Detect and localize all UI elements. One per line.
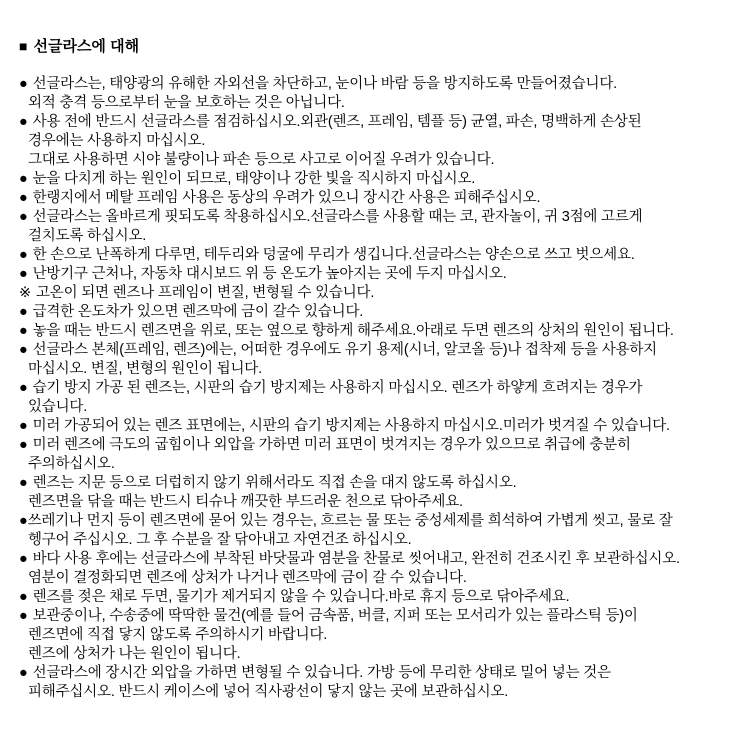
bullet-icon: ● [19, 437, 28, 453]
bullet-icon: ※ [19, 285, 31, 301]
instruction-text: 사용 전에 반드시 선글라스를 점검하십시오.외관(렌즈, 프레임, 템플 등) 균열, 파손, 명백하게 손상된 [32, 114, 642, 130]
instruction-item [19, 512, 748, 550]
instruction-text: 그대로 사용하면 시야 불량이나 파손 등으로 사고로 이어질 우려가 있습니다. [28, 152, 495, 168]
instruction-item [19, 265, 748, 284]
instruction-text: 습기 방지 가공 된 렌즈는, 시판의 습기 방지제는 사용하지 마십시오. 렌즈가 하얗게 흐려지는 경우가 [32, 380, 643, 396]
instruction-text: 놓을 때는 반드시 렌즈면을 위로, 또는 옆으로 향하게 해주세요.아래로 두면 렌즈의 상처의 원인이 됩니다. [32, 323, 674, 339]
instruction-item [19, 113, 748, 170]
instruction-text: 쓰레기나 먼지 등이 렌즈면에 묻어 있는 경우는, 흐르는 물 또는 중성세제를 희석하여 가볍게 씻고, 물로 잘 [27, 513, 673, 529]
instruction-text: 선글라스는 올바르게 핏되도록 착용하십시오.선글라스를 사용할 때는 코, 관자놀이, 귀 3점에 고르게 [32, 209, 643, 225]
bullet-icon: ● [19, 114, 28, 130]
instruction-text: 한랭지에서 메탈 프레임 사용은 동상의 우려가 있으니 장시간 사용은 피해주십시오. [32, 190, 541, 206]
instruction-item [19, 379, 748, 417]
bullet-icon: ● [19, 380, 28, 396]
bullet-icon: ● [19, 209, 28, 225]
instruction-item [19, 607, 748, 664]
instruction-item [19, 436, 748, 474]
instruction-item [19, 341, 748, 379]
instruction-text: 미러 가공되어 있는 렌즈 표면에는, 시판의 습기 방지제는 사용하지 마십시오.미러가 벗겨질 수 있습니다. [32, 418, 670, 434]
instruction-item [19, 550, 748, 588]
instruction-text: 난방기구 근처나, 자동차 대시보드 위 등 온도가 높아지는 곳에 두지 마십시오. [32, 266, 507, 282]
instruction-text: 고온이 되면 렌즈나 프레임이 변질, 변형될 수 있습니다. [35, 285, 375, 301]
bullet-icon: ● [19, 266, 28, 282]
instruction-text: 눈을 다치게 하는 원인이 되므로, 태양이나 강한 빛을 직시하지 마십시오. [32, 171, 476, 187]
bullet-icon: ● [19, 589, 28, 605]
instruction-item [19, 664, 748, 702]
instruction-text: 경우에는 사용하지 마십시오. [28, 133, 206, 149]
bullet-icon: ● [19, 304, 28, 320]
instruction-text: 외적 충격 등으로부터 눈을 보호하는 것은 아닙니다. [28, 95, 345, 111]
bullet-icon: ● [19, 342, 28, 358]
instruction-text: 한 손으로 난폭하게 다루면, 테두리와 덩굴에 무리가 생깁니다.선글라스는 양손으로 쓰고 벗으세요. [32, 247, 635, 263]
instruction-text: 주의하십시오. [28, 456, 115, 472]
instruction-text: 선글라스는, 태양광의 유해한 자외선을 차단하고, 눈이나 바람 등을 방지하도록 만들어졌습니다. [32, 76, 617, 92]
instruction-item [19, 284, 748, 303]
instruction-text: 바다 사용 후에는 선글라스에 부착된 바닷물과 염분을 찬물로 씻어내고, 완전히 건조시킨 후 보관하십시오. [32, 551, 680, 567]
instruction-item [19, 75, 748, 113]
instruction-item [19, 303, 748, 322]
instruction-text: 선글라스에 장시간 외압을 가하면 변형될 수 있습니다. 가방 등에 무리한 상태로 밀어 넣는 것은 [32, 665, 611, 681]
instruction-text: 렌즈를 젖은 채로 두면, 물기가 제거되지 않을 수 있습니다.바로 휴지 등으로 닦아주세요. [32, 589, 570, 605]
instruction-text: 헹구어 주십시오. 그 후 수분을 잘 닦아내고 자연건조 하십시오. [28, 532, 412, 548]
section-header [19, 37, 748, 56]
instruction-text: 피해주십시오. 반드시 케이스에 넣어 직사광선이 닿지 않는 곳에 보관하십시오. [28, 684, 509, 700]
instruction-text: 걸치도록 하십시오. [28, 228, 147, 244]
instruction-text: 급격한 온도차가 있으면 렌즈막에 금이 갈수 있습니다. [32, 304, 364, 320]
bullet-icon: ● [19, 190, 28, 206]
instruction-text: 렌즈는 지문 등으로 더럽히지 않기 위해서라도 직접 손을 대지 않도록 하십시오. [32, 475, 517, 491]
bullet-icon: ● [19, 513, 28, 529]
instruction-item [19, 474, 748, 512]
instruction-item [19, 417, 748, 436]
bullet-icon: ● [19, 551, 28, 567]
instruction-item [19, 246, 748, 265]
black-square-icon: ■ [19, 38, 28, 54]
bullet-icon: ● [19, 76, 28, 92]
instruction-text: 렌즈에 상처가 나는 원인이 됩니다. [28, 646, 241, 662]
instruction-text: 미러 렌즈에 극도의 굽힘이나 외압을 가하면 미러 표면이 벗겨지는 경우가 있으므로 취급에 충분히 [32, 437, 631, 453]
instruction-text: 렌즈면에 직접 닿지 않도록 주의하시기 바랍니다. [28, 627, 328, 643]
instruction-item [19, 322, 748, 341]
instruction-item [19, 170, 748, 189]
bullet-icon: ● [19, 608, 28, 624]
instruction-item [19, 208, 748, 246]
instruction-item [19, 588, 748, 607]
instruction-item [19, 189, 748, 208]
page-title: 선글라스에 대해 [33, 38, 140, 55]
bullet-icon: ● [19, 171, 28, 187]
instruction-text: 보관중이나, 수송중에 딱딱한 물건(예를 들어 금속품, 버클, 지퍼 또는 모서리가 있는 플라스틱 등)이 [32, 608, 638, 624]
instruction-text: 렌즈면을 닦을 때는 반드시 티슈나 깨끗한 부드러운 천으로 닦아주세요. [28, 494, 463, 510]
instruction-text: 선글라스 본체(프레임, 렌즈)에는, 어떠한 경우에도 유기 용제(시너, 알코올 등)나 접착제 등을 사용하지 [32, 342, 657, 358]
bullet-icon: ● [19, 418, 28, 434]
instruction-text: 있습니다. [28, 399, 88, 415]
bullet-icon: ● [19, 665, 28, 681]
bullet-icon: ● [19, 247, 28, 263]
bullet-icon: ● [19, 323, 28, 339]
bullet-icon: ● [19, 475, 28, 491]
instruction-text: 염분이 결정화되면 렌즈에 상처가 나거나 렌즈막에 금이 갈 수 있습니다. [28, 570, 467, 586]
instruction-list [19, 75, 748, 702]
instruction-text: 마십시오. 변질, 변형의 원인이 됩니다. [28, 361, 262, 377]
